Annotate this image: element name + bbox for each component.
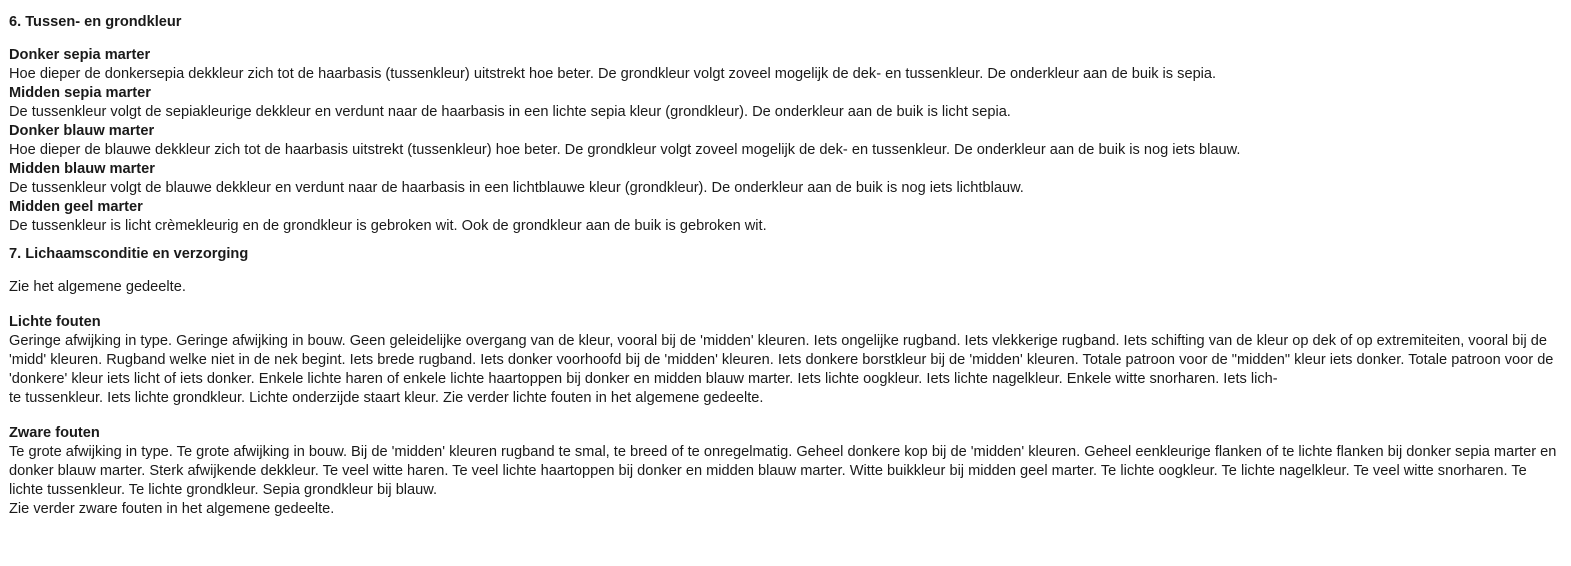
color-item-text: Hoe dieper de donkersepia dekkleur zich tot de haarbasis (tussenkleur) uitstrekt hoe beter. De grondkleur volgt zoveel mogelijk de dek- en tussenkleur. De onderkleur aan de buik is sepia.: [9, 66, 1217, 82]
section-7-heading: 7. Lichaamsconditie en verzorging: [9, 246, 249, 262]
color-description-list: [9, 46, 1562, 236]
spacer: [9, 297, 1562, 313]
color-item-text: De tussenkleur volgt de blauwe dekkleur en verdunt naar de haarbasis in een lichtblauwe kleur (grondkleur). De onderkleur aan de buik is nog iets lichtblauw.: [9, 180, 1024, 196]
spacer: [9, 236, 1562, 243]
color-item-title: Midden sepia marter: [9, 85, 151, 101]
color-item-title: Midden blauw marter: [9, 161, 155, 177]
color-item-text: De tussenkleur volgt de sepiakleurige dekkleur en verdunt naar de haarbasis in een lichte sepia kleur (grondkleur). De onderkleur aan de buik is licht sepia.: [9, 104, 1011, 120]
light-faults-block: [9, 313, 1562, 408]
color-item-title: Donker blauw marter: [9, 123, 155, 139]
section-6-heading: 6. Tussen- en grondkleur: [9, 14, 182, 30]
heavy-faults-title: Zware fouten: [9, 425, 100, 441]
color-item-donker-sepia: [9, 46, 1562, 84]
color-item-midden-sepia: [9, 84, 1562, 122]
spacer: [9, 33, 1562, 46]
color-item-title: Midden geel marter: [9, 199, 143, 215]
heavy-faults-text: Te grote afwijking in type. Te grote afwijking in bouw. Bij de 'midden' kleuren rugband te smal, te breed of te onregelmatig. Geheel donkere kop bij de 'midden' kleuren. Geheel eenkleurige flanken of te lichte flanken bij donker sepia marter en donker blauw marter. Sterk afwijkende dekkleur. Te veel witte haren. Te veel lichte haartoppen bij donker en midden blauw marter. Witte buikkleur bij midden geel marter. Te lichte oogkleur. Te lichte nagelkleur. Te veel witte snorharen. Te lichte tussenkleur. Te lichte grondkleur. Sepia grondkleur bij blauw.: [9, 444, 1557, 498]
color-item-midden-geel: [9, 198, 1562, 236]
color-item-midden-blauw: [9, 160, 1562, 198]
color-item-text: Hoe dieper de blauwe dekkleur zich tot de haarbasis uitstrekt (tussenkleur) hoe beter. De grondkleur volgt zoveel mogelijk de dek- en tussenkleur. De onderkleur aan de buik is nog iets blauw.: [9, 142, 1241, 158]
heavy-faults-text-continued: Zie verder zware fouten in het algemene gedeelte.: [9, 501, 335, 517]
spacer: [9, 265, 1562, 278]
section-7-text: Zie het algemene gedeelte.: [9, 279, 186, 295]
heavy-faults-block: [9, 424, 1562, 519]
light-faults-text: Geringe afwijking in type. Geringe afwijking in bouw. Geen geleidelijke overgang van de kleur, vooral bij de 'midden' kleuren. Iets ongelijke rugband. Iets vlekkerige rugband. Iets schifting van de kleur op dek of op extremiteiten, vooral bij de 'midd' kleuren. Rugband welke niet in de nek begint. Iets brede rugband. Iets donker voorhoofd bij de 'midden' kleuren. Iets donkere borstkleur bij de 'midden' kleuren. Totale patroon voor de "midden" kleur iets donker. Totale patroon voor de 'donkere' kleur iets licht of iets donker. Enkele lichte haren of enkele lichte haartoppen bij donker en midden blauw marter. Iets lichte oogkleur. Iets lichte nagelkleur. Enkele witte snorharen. Iets lich-: [9, 333, 1554, 387]
color-item-text: De tussenkleur is licht crèmekleurig en de grondkleur is gebroken wit. Ook de grondkleur aan de buik is gebroken wit.: [9, 218, 767, 234]
light-faults-text-continued: te tussenkleur. Iets lichte grondkleur. Lichte onderzijde staart kleur. Zie verder lichte fouten in het algemene gedeelte.: [9, 390, 764, 406]
color-item-donker-blauw: [9, 122, 1562, 160]
spacer: [9, 408, 1562, 424]
color-item-title: Donker sepia marter: [9, 47, 151, 63]
light-faults-title: Lichte fouten: [9, 314, 101, 330]
